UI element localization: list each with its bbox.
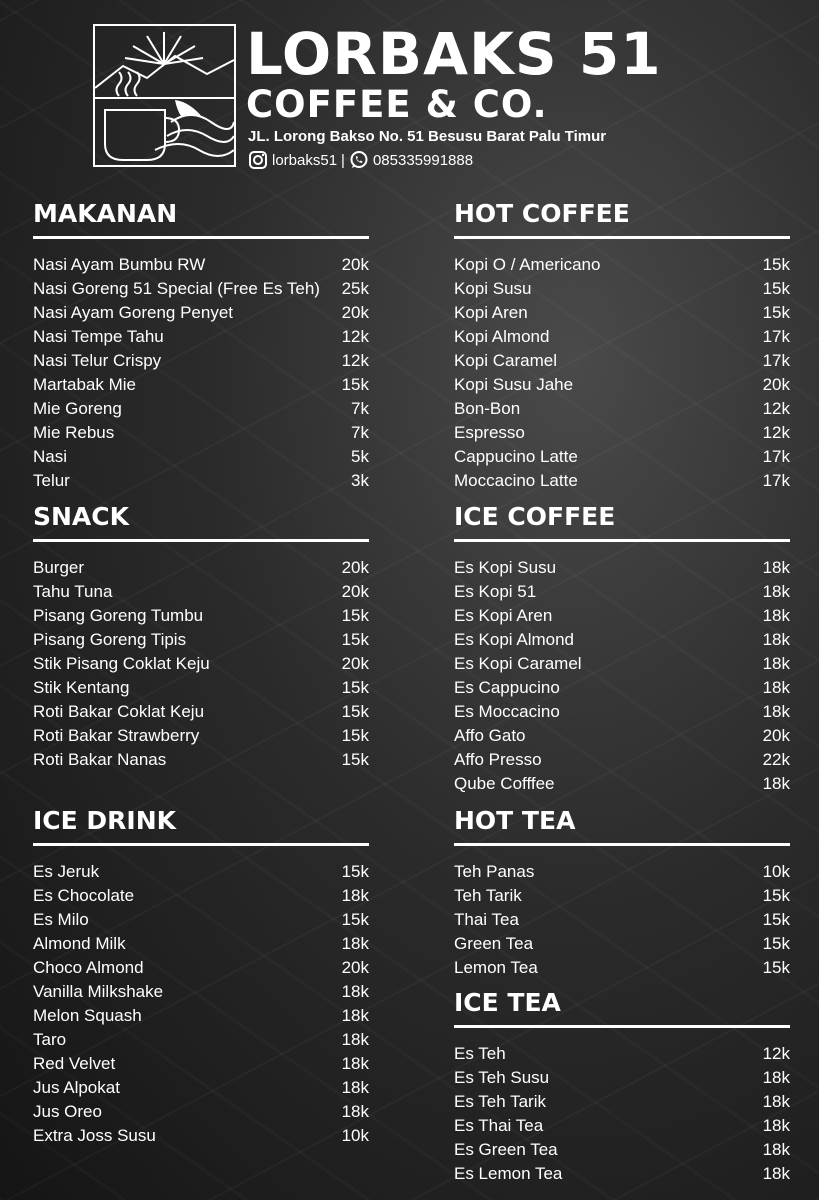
menu-item-name: Es Kopi Almond [454, 630, 575, 649]
menu-item-name: Jus Oreo [33, 1102, 102, 1121]
menu-item [454, 884, 790, 908]
menu-item [33, 700, 369, 724]
menu-item-price: 17k [762, 447, 790, 466]
menu-item [33, 277, 369, 301]
menu-item-price: 15k [341, 678, 369, 697]
menu-item [454, 1138, 790, 1162]
menu-item-price: 18k [341, 1054, 369, 1073]
menu-item [454, 652, 790, 676]
contact-line [248, 150, 473, 170]
menu-item-name: Roti Bakar Nanas [33, 750, 167, 769]
menu-item-price: 18k [762, 702, 790, 721]
menu-item-price: 18k [762, 582, 790, 601]
menu-item [33, 580, 369, 604]
menu-item-name: Kopi Susu Jahe [454, 375, 574, 394]
menu-item-price: 17k [762, 351, 790, 370]
menu-item [454, 956, 790, 980]
section-title: MAKANAN [33, 199, 178, 228]
menu-item-name: Teh Panas [454, 862, 535, 881]
menu-item-name: Es Kopi Caramel [454, 654, 582, 673]
menu-item-name: Kopi Caramel [454, 351, 557, 370]
menu-item [454, 1162, 790, 1186]
menu-item [33, 1052, 369, 1076]
menu-item-name: Affo Presso [454, 750, 542, 769]
menu-item-name: Teh Tarik [454, 886, 522, 905]
menu-item [454, 724, 790, 748]
menu-item-price: 18k [341, 886, 369, 905]
menu-item-name: Burger [33, 558, 85, 577]
section-title: HOT TEA [454, 806, 576, 835]
menu-item [33, 349, 369, 373]
menu-item-name: Nasi Ayam Bumbu RW [33, 255, 206, 274]
menu-item-price: 18k [341, 1078, 369, 1097]
menu-item-price: 15k [762, 279, 790, 298]
instagram-icon [248, 150, 268, 170]
menu-item-price: 12k [341, 351, 369, 370]
section-divider [454, 843, 790, 846]
section-title: ICE COFFEE [454, 502, 616, 531]
menu-item-name: Nasi Goreng 51 Special (Free Es Teh) [33, 279, 320, 298]
menu-item-price: 20k [341, 558, 369, 577]
menu-item-name: Es Teh [454, 1044, 506, 1063]
section-divider [33, 236, 369, 239]
menu-item-price: 25k [341, 279, 369, 298]
menu-item-price: 20k [341, 303, 369, 322]
menu-item [454, 469, 790, 493]
menu-item-price: 10k [341, 1126, 369, 1145]
section-divider [33, 843, 369, 846]
menu-item-name: Bon-Bon [454, 399, 521, 418]
menu-item-name: Almond Milk [33, 934, 126, 953]
menu-item [33, 325, 369, 349]
menu-item [33, 932, 369, 956]
menu-item [33, 980, 369, 1004]
brand-logo [93, 24, 236, 167]
menu-item-name: Nasi Telur Crispy [33, 351, 162, 370]
menu-item-name: Nasi [33, 447, 68, 466]
menu-item-price: 7k [351, 423, 369, 442]
menu-item-price: 20k [341, 958, 369, 977]
menu-item-name: Choco Almond [33, 958, 144, 977]
menu-item [33, 1124, 369, 1148]
section-divider [33, 539, 369, 542]
address: JL. Lorong Bakso No. 51 Besusu Barat Palu Timur [248, 128, 607, 145]
menu-item-price: 17k [762, 327, 790, 346]
menu-item-name: Es Milo [33, 910, 89, 929]
menu-item-price: 18k [341, 934, 369, 953]
menu-item [33, 628, 369, 652]
section-ice-drink [33, 805, 369, 1148]
menu-item-price: 15k [341, 702, 369, 721]
section-ice-tea [454, 987, 790, 1186]
menu-item-price: 18k [762, 774, 790, 793]
menu-item-name: Es Kopi 51 [454, 582, 537, 601]
menu-item-name: Martabak Mie [33, 375, 136, 394]
menu-item [454, 445, 790, 469]
menu-item-price: 18k [762, 1140, 790, 1159]
menu-item-name: Lemon Tea [454, 958, 538, 977]
menu-item-name: Es Thai Tea [454, 1116, 544, 1135]
menu-item-name: Green Tea [454, 934, 534, 953]
brand-header [246, 20, 662, 126]
menu-item-name: Roti Bakar Coklat Keju [33, 702, 205, 721]
menu-item-price: 18k [762, 1068, 790, 1087]
menu-item-name: Extra Joss Susu [33, 1126, 156, 1145]
whatsapp-number: 085335991888 [372, 151, 474, 169]
menu-item [454, 1042, 790, 1066]
menu-item-price: 18k [762, 1164, 790, 1183]
menu-item-name: Es Cappucino [454, 678, 560, 697]
menu-item-price: 15k [341, 726, 369, 745]
menu-item [454, 1114, 790, 1138]
menu-item [454, 1066, 790, 1090]
menu-item-price: 15k [762, 958, 790, 977]
menu-item [33, 604, 369, 628]
menu-item-name: Tahu Tuna [33, 582, 113, 601]
menu-item [454, 397, 790, 421]
menu-item-price: 12k [762, 423, 790, 442]
menu-item-name: Roti Bakar Strawberry [33, 726, 200, 745]
menu-item-price: 20k [341, 255, 369, 274]
menu-item-price: 18k [762, 1092, 790, 1111]
menu-item-price: 20k [762, 375, 790, 394]
menu-item-price: 22k [762, 750, 790, 769]
menu-list [454, 860, 790, 980]
whatsapp-icon [349, 150, 369, 170]
menu-item [33, 397, 369, 421]
menu-item-price: 3k [351, 471, 369, 490]
menu-item [33, 1076, 369, 1100]
menu-item [33, 1028, 369, 1052]
menu-item [454, 700, 790, 724]
menu-item-name: Nasi Tempe Tahu [33, 327, 164, 346]
menu-item [33, 908, 369, 932]
menu-item-name: Nasi Ayam Goreng Penyet [33, 303, 234, 322]
menu-list [454, 556, 790, 796]
menu-item-price: 15k [341, 375, 369, 394]
menu-item [33, 253, 369, 277]
menu-item-price: 20k [341, 654, 369, 673]
menu-item [454, 325, 790, 349]
menu-item-price: 15k [762, 910, 790, 929]
menu-item-price: 15k [762, 886, 790, 905]
menu-item [454, 349, 790, 373]
menu-list [454, 253, 790, 493]
menu-item [454, 908, 790, 932]
menu-item [33, 373, 369, 397]
menu-item-name: Stik Pisang Coklat Keju [33, 654, 210, 673]
menu-item [33, 301, 369, 325]
menu-item [454, 748, 790, 772]
menu-item [454, 628, 790, 652]
menu-item [454, 580, 790, 604]
menu-item-price: 15k [341, 606, 369, 625]
menu-item [454, 676, 790, 700]
section-divider [454, 236, 790, 239]
menu-item-name: Red Velvet [33, 1054, 116, 1073]
coffee-sunrise-logo-icon [95, 26, 234, 165]
menu-item [454, 277, 790, 301]
menu-item-name: Qube Cofffee [454, 774, 555, 793]
menu-item-price: 18k [762, 678, 790, 697]
menu-item-price: 18k [762, 606, 790, 625]
section-ice-coffee [454, 501, 790, 796]
menu-item-name: Es Teh Tarik [454, 1092, 546, 1111]
menu-item-price: 5k [351, 447, 369, 466]
menu-item [454, 421, 790, 445]
menu-item [33, 469, 369, 493]
menu-item-name: Es Green Tea [454, 1140, 558, 1159]
menu-item-name: Kopi Almond [454, 327, 550, 346]
menu-item-name: Kopi Aren [454, 303, 528, 322]
menu-list [33, 253, 369, 493]
menu-item-name: Kopi O / Americano [454, 255, 601, 274]
brand-name: LORBAKS 51 [246, 20, 662, 88]
menu-item-name: Moccacino Latte [454, 471, 578, 490]
menu-item-name: Jus Alpokat [33, 1078, 120, 1097]
section-divider [454, 539, 790, 542]
menu-list [33, 860, 369, 1148]
menu-item [33, 445, 369, 469]
menu-item-price: 12k [762, 1044, 790, 1063]
menu-item-name: Pisang Goreng Tipis [33, 630, 187, 649]
menu-item-name: Taro [33, 1030, 67, 1049]
menu-item-name: Es Lemon Tea [454, 1164, 563, 1183]
menu-list [33, 556, 369, 772]
menu-item [33, 860, 369, 884]
menu-item-price: 18k [762, 558, 790, 577]
menu-item-price: 18k [341, 1006, 369, 1025]
menu-item-name: Es Kopi Aren [454, 606, 553, 625]
menu-item-price: 20k [341, 582, 369, 601]
menu-item [33, 1100, 369, 1124]
contact-divider: | [341, 151, 345, 169]
menu-item [454, 253, 790, 277]
menu-item-name: Affo Gato [454, 726, 526, 745]
menu-item-price: 15k [341, 750, 369, 769]
menu-item-name: Es Moccacino [454, 702, 560, 721]
menu-item [454, 772, 790, 796]
menu-item-price: 15k [762, 303, 790, 322]
section-title: ICE TEA [454, 988, 561, 1017]
menu-item-name: Kopi Susu [454, 279, 532, 298]
menu-item-name: Mie Rebus [33, 423, 115, 442]
menu-item [454, 1090, 790, 1114]
menu-item [33, 676, 369, 700]
menu-item-price: 15k [341, 630, 369, 649]
menu-item-price: 18k [762, 654, 790, 673]
menu-item-name: Mie Goreng [33, 399, 122, 418]
menu-item-price: 18k [762, 1116, 790, 1135]
menu-item [454, 860, 790, 884]
menu-item [33, 724, 369, 748]
menu-item-name: Cappucino Latte [454, 447, 578, 466]
menu-item-name: Melon Squash [33, 1006, 142, 1025]
menu-item-price: 15k [341, 910, 369, 929]
menu-item [454, 932, 790, 956]
menu-item-name: Es Chocolate [33, 886, 135, 905]
menu-item [33, 556, 369, 580]
menu-item-price: 12k [762, 399, 790, 418]
menu-item [33, 748, 369, 772]
menu-item [33, 956, 369, 980]
section-snack [33, 501, 369, 772]
menu-item-name: Es Kopi Susu [454, 558, 557, 577]
menu-item-price: 15k [341, 862, 369, 881]
menu-item-price: 18k [341, 1102, 369, 1121]
menu-item-name: Es Jeruk [33, 862, 100, 881]
menu-item [454, 301, 790, 325]
section-hot-tea [454, 805, 790, 980]
menu-item-name: Stik Kentang [33, 678, 130, 697]
section-divider [454, 1025, 790, 1028]
menu-item-name: Es Teh Susu [454, 1068, 550, 1087]
menu-item-name: Vanilla Milkshake [33, 982, 164, 1001]
menu-item-price: 15k [762, 255, 790, 274]
menu-item [33, 1004, 369, 1028]
menu-item-price: 17k [762, 471, 790, 490]
menu-item-price: 15k [762, 934, 790, 953]
menu-item-price: 12k [341, 327, 369, 346]
menu-item-price: 18k [762, 630, 790, 649]
menu-item [33, 884, 369, 908]
menu-list [454, 1042, 790, 1186]
section-title: HOT COFFEE [454, 199, 630, 228]
menu-item-name: Pisang Goreng Tumbu [33, 606, 204, 625]
menu-item [454, 373, 790, 397]
menu-item [33, 421, 369, 445]
menu-item-name: Espresso [454, 423, 525, 442]
section-hot-coffee [454, 198, 790, 493]
menu-item [454, 556, 790, 580]
menu-item-name: Telur [33, 471, 70, 490]
brand-subtitle: COFFEE & CO. [246, 83, 548, 126]
menu-item [454, 604, 790, 628]
menu-item-name: Thai Tea [454, 910, 519, 929]
menu-item-price: 10k [762, 862, 790, 881]
menu-item [33, 652, 369, 676]
menu-item-price: 18k [341, 1030, 369, 1049]
menu-item-price: 7k [351, 399, 369, 418]
section-title: ICE DRINK [33, 806, 177, 835]
section-makanan [33, 198, 369, 493]
menu-item-price: 18k [341, 982, 369, 1001]
section-title: SNACK [33, 502, 129, 531]
instagram-handle: lorbaks51 [272, 151, 338, 169]
menu-item-price: 20k [762, 726, 790, 745]
